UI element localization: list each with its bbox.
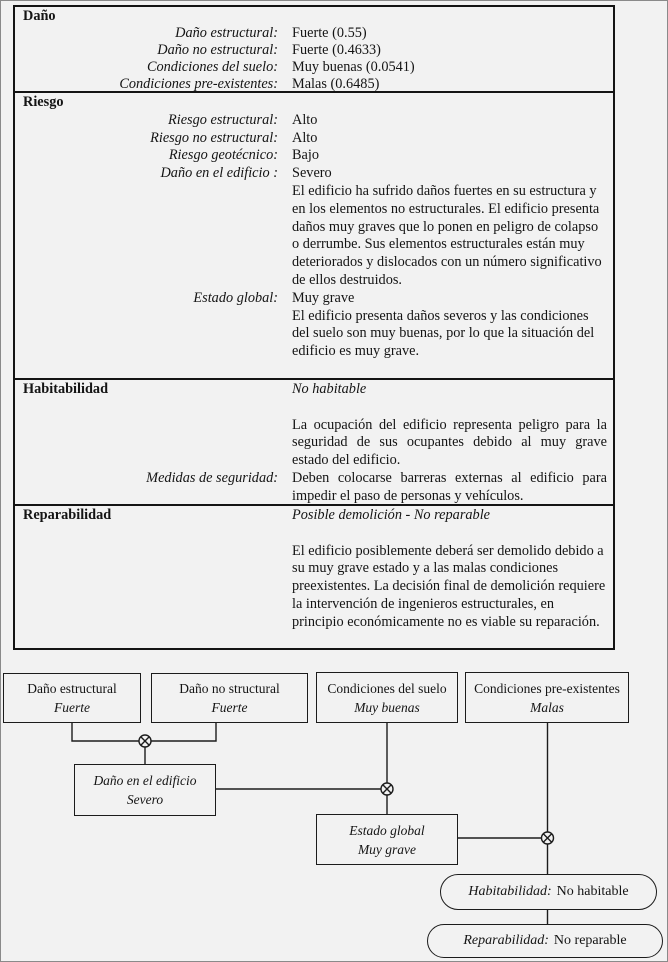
table-row: [23, 76, 607, 93]
section-habitability-header: [23, 381, 607, 399]
row-label-empty: [23, 308, 278, 361]
row-label: Estado global:: [193, 289, 278, 306]
row-value: Alto: [292, 129, 318, 146]
node-title: Condiciones pre-existentes: [474, 680, 620, 696]
row-label: Condiciones del suelo:: [146, 59, 278, 75]
table-row: [23, 147, 607, 165]
node-value: Muy buenas: [354, 699, 420, 715]
section-title: Reparabilidad: [23, 507, 112, 523]
row-value: Fuerte (0.4633): [292, 42, 381, 58]
row-value: Alto: [292, 111, 318, 128]
node-value: Fuerte: [211, 700, 248, 715]
section-risk: [15, 93, 613, 380]
spacer: [23, 399, 607, 417]
section-headline: No habitable: [292, 381, 367, 397]
node-value: Muy grave: [357, 841, 417, 857]
node-value: Fuerte: [54, 700, 90, 715]
section-damage: [15, 7, 613, 93]
result-label: Reparabilidad:: [463, 933, 549, 948]
node-title: Daño en el edificio: [93, 773, 197, 788]
row-label: Medidas de seguridad:: [146, 469, 278, 486]
result-label: Habitabilidad:: [468, 884, 552, 899]
row-value: Bajo: [292, 147, 320, 164]
table-row: [23, 165, 607, 183]
table-row: [23, 112, 607, 130]
description-row: [23, 417, 607, 470]
row-label-empty: [23, 183, 278, 290]
report-table: [13, 5, 615, 650]
node-nonstructural-damage: [151, 673, 308, 723]
node-title: Daño estructural: [27, 681, 117, 696]
table-row: [23, 130, 607, 148]
row-label: Daño no estructural:: [157, 42, 278, 58]
result-habitability: [440, 874, 657, 910]
row-value: Severo: [292, 165, 332, 182]
row-value: Deben colocarse barreras externas al edificio para impedir el paso de personas y vehículos.: [292, 469, 607, 504]
description-row: [23, 183, 607, 290]
section-damage-header: [23, 8, 607, 25]
row-label-empty: [23, 543, 278, 632]
combine-operator-icon: [139, 735, 151, 747]
connector-line: [151, 723, 216, 741]
section-habitability: [15, 380, 613, 506]
habitability-description: La ocupación del edificio representa peligro para la seguridad de sus ocupantes debido al muy grave estado del edificio.: [292, 416, 607, 469]
result-value: No habitable: [556, 884, 629, 899]
section-reparability-header: [23, 507, 607, 525]
node-building-damage: [74, 764, 216, 816]
node-preexisting-conditions: [465, 672, 629, 723]
description-row: [23, 308, 607, 361]
row-value: Fuerte (0.55): [292, 25, 367, 41]
row-label: Riesgo geotécnico:: [168, 147, 278, 164]
table-row: [23, 290, 607, 308]
combine-operator-icon: [542, 832, 554, 844]
table-row: [23, 25, 607, 42]
global-state-description: El edificio presenta daños severos y las condiciones del suelo son muy buenas, por lo que la situación del edificio es muy grave.: [292, 307, 595, 360]
spacer: [23, 525, 607, 543]
row-label: Daño estructural:: [175, 25, 278, 41]
row-label: Condiciones pre-existentes:: [119, 76, 278, 92]
section-title: Daño: [23, 8, 56, 24]
table-row: [23, 59, 607, 76]
row-label: Riesgo estructural:: [168, 111, 278, 128]
section-reparability: [15, 506, 613, 648]
node-structural-damage: [3, 673, 141, 723]
connector-line: [72, 723, 139, 741]
node-value: Malas: [530, 699, 564, 715]
table-row: [23, 42, 607, 59]
combine-operator-icon: [381, 783, 393, 795]
node-value: Severo: [126, 792, 164, 807]
result-reparability: [427, 924, 663, 958]
damage-description: El edificio ha sufrido daños fuertes en su estructura y en los elementos no estructurales. El edificio presenta daños muy graves que lo ponen en peligro de colapso o derrumbe. Sus elementos estructurales están muy deteriorados y dislocados con un número significativo de ellos destruidos.: [292, 182, 602, 288]
node-title: Condiciones del suelo: [327, 680, 447, 696]
description-row: [23, 543, 607, 632]
reparability-description: El edificio posiblemente deberá ser demolido debido a su muy grave estado y a las malas condiciones preexistentes. La decisión final de demolición requiere la intervención de ingenieros estructurales, en principio económicamente no es viable su reparación.: [292, 542, 606, 630]
result-value: No reparable: [553, 933, 627, 948]
node-soil-conditions: [316, 672, 458, 723]
section-risk-header: [23, 94, 607, 112]
row-label: Riesgo no estructural:: [150, 129, 278, 146]
node-global-state: [316, 814, 458, 865]
section-title: Habitabilidad: [23, 381, 109, 397]
row-label-empty: [23, 417, 278, 470]
section-title: Riesgo: [23, 94, 64, 110]
node-title: Daño no structural: [179, 681, 280, 696]
row-value: Muy buenas (0.0541): [292, 59, 415, 75]
row-value: Malas (0.6485): [292, 76, 380, 92]
section-headline: Posible demolición - No reparable: [292, 507, 491, 523]
node-title: Estado global: [349, 822, 425, 838]
row-label: Daño en el edificio :: [160, 165, 278, 182]
row-value: Muy grave: [292, 289, 355, 306]
table-row: [23, 470, 607, 506]
